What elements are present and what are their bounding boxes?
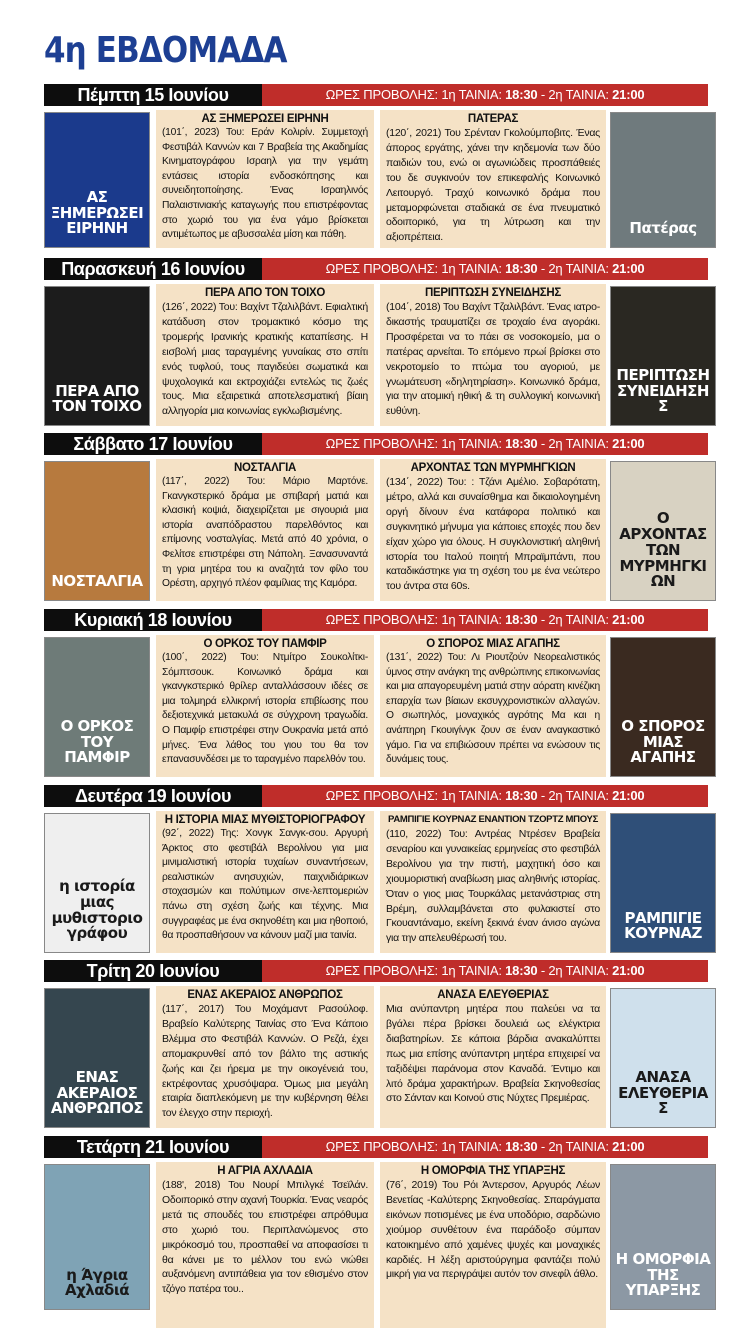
first-film-time: 18:30	[505, 87, 538, 102]
screening-times	[262, 258, 708, 280]
film-description: (120΄, 2021) Του Σρένταν Γκολούμποβιτς. Ένας άπορος εργάτης, χάνει την κηδεμονία των δύο παιδιών του, ενώ οι αγωνιώδεις προσπάθειές του δε συγκινούν τον επικεφαλής Κοινωνικό Λειτουργό. Τραχύ κοινωνικό δράμα που μεταμορφώνεται σταδιακά σε ένα πνευματικό οδοιπορικό, για τη λύτρωση και την αξιοπρέπεια.	[386, 127, 600, 244]
day-header	[44, 433, 708, 455]
poster-title: ΠΕΡΙΠΤΩΣΗ ΣΥΝΕΙΔΗΣΗΣ	[616, 365, 710, 416]
film-title: Ο ΣΠΟΡΟΣ ΜΙΑΣ ΑΓΑΠΗΣ	[426, 638, 560, 650]
day-name: Κυριακή 18 Ιουνίου	[44, 609, 262, 631]
day-name: Τρίτη 20 Ιουνίου	[44, 960, 262, 982]
film-poster	[610, 112, 716, 248]
times-middle: - 2η ΤΑΙΝΙΑ:	[537, 436, 613, 451]
film-poster	[44, 637, 150, 777]
day-name: Σάββατο 17 Ιουνίου	[44, 433, 262, 455]
film-poster	[44, 813, 150, 953]
film-poster	[44, 112, 150, 248]
times-prefix: ΩΡΕΣ ΠΡΟΒΟΛΗΣ: 1η ΤΑΙΝΙΑ:	[325, 261, 506, 276]
film-title: Ο ΟΡΚΟΣ ΤΟΥ ΠΑΜΦΙΡ	[203, 638, 327, 650]
times-middle: - 2η ΤΑΙΝΙΑ:	[537, 87, 613, 102]
times-middle: - 2η ΤΑΙΝΙΑ:	[537, 788, 613, 803]
first-film-time: 18:30	[505, 436, 538, 451]
film-description: (100΄, 2022) Του: Ντμίτρο Σουκολίτκι-Σόμπτσουκ. Κοινωνικό δράμα και γκανγκστερικό θρίλερ ανταλλάσσουν ιδέες σε μια τολμηρά ελλικρινή ιστορία επιβίωσης που δεξιοτεχνικά μετακυλά σε σύγχρονη τραγωδία. Ο Παμφίρ επιστρέφει στην Ουκρανία μετά από μήνες. Ένα λάθος του γιου του θα τον επανασυνδέσει με το ταραγμένο παρελθόν του.	[162, 652, 368, 766]
times-prefix: ΩΡΕΣ ΠΡΟΒΟΛΗΣ: 1η ΤΑΙΝΙΑ:	[325, 87, 506, 102]
film-description: (101΄, 2023) Του: Εράν Κολιρίν. Συμμετοχή Φεστιβάλ Καννών και 7 Βραβεία της Ακαδημίας Κινηματογράφου Ισραηλ για την γεμάτη εντάσεις ιστορία ενδοσκόπησης και συνειδητοποίησης. Ένας Ισραηλινός Παλαιστινιακής καταγωγής που επιστρέφοντας στο χωριό του για ένα γάμο βρίσκεται αντιμέτωπος με αβυσσαλέα μίση και πάθη.	[162, 127, 368, 241]
day-block	[44, 258, 710, 418]
film-title: Η ΑΓΡΙΑ ΑΧΛΑΔΙΑ	[217, 1165, 313, 1177]
day-block	[44, 1136, 711, 1300]
film-title: ΠΕΡΑ ΑΠΟ ΤΟΝ ΤΟΙΧΟ	[204, 287, 326, 299]
first-film-time: 18:30	[505, 261, 538, 276]
film-description: (76΄, 2019) Του Ρόι Άντερσον, Αργυρός Λέων Βενετίας -Καλύτερης Σκηνοθεσίας. Σπαράγματα εικόνων ποτισμένες με ένα υποδόριο, σαρδώνιο χιούμορ συνθέτουν ένα παράδοξο σύμπαν κατοικημένο από χαμένες ψυχές και μοναχικές καρδιές. Η λέξη αριστούργημα φαντάζει πολύ μικρή για να περιγράψει αυτόν τον σινεφίλ άθλο.	[386, 1179, 600, 1281]
day-block	[44, 433, 708, 593]
day-films	[44, 631, 708, 781]
film-title: ΠΕΡΙΠΤΩΣΗ ΣΥΝΕΙΔΗΣΗΣ	[424, 287, 561, 299]
day-header	[44, 785, 708, 807]
film-info	[380, 811, 606, 953]
film-info	[156, 635, 374, 777]
day-name: Παρασκευή 16 Ιουνίου	[44, 258, 262, 280]
film-poster	[610, 286, 716, 426]
day-header	[44, 960, 708, 982]
poster-title: Ο ΟΡΚΟΣ ΤΟΥ ΠΑΜΦΙΡ	[60, 716, 134, 767]
day-name: Πέμπτη 15 Ιουνίου	[44, 84, 262, 106]
poster-title: Η ΟΜΟΡΦΙΑ ΤΗΣ ΥΠΑΡΞΗΣ	[615, 1249, 711, 1300]
film-title: Η ΙΣΤΟΡΙΑ ΜΙΑΣ ΜΥΘΙΣΤΟΡΙΟΓΡΑΦΟΥ	[164, 814, 366, 826]
film-info	[156, 811, 374, 953]
poster-title: ΑΣ ΞΗΜΕΡΩΣΕΙ ΕΙΡΗΝΗ	[50, 187, 144, 238]
film-description: (117΄, 2017) Του Μοχάμαντ Ρασούλοφ. Βραβείο Καλύτερης Ταινίας στο Ένα Κάποιο Βλέμμα στο Φεστιβάλ Καννών. Ο Ρεζά, έχει απομακρυνθεί από τον βάλτο της αστικής ζωής και ζει ήρεμα με την οικογένειά του, εκτρέφοντας χρυσόψαρα. Όμως μια μεγάλη εταιρία διαπλεκόμενη με την κυβέρνηση θέλει τον έλεγχο στην περιοχή.	[162, 1003, 368, 1120]
day-block	[44, 785, 708, 945]
day-block	[44, 84, 708, 244]
poster-title: ΠΕΡΑ ΑΠΟ ΤΟΝ ΤΟΙΧΟ	[52, 381, 142, 416]
times-middle: - 2η ΤΑΙΝΙΑ:	[537, 963, 613, 978]
film-description: (131΄, 2022) Του: Λι Ριουτζούν Νεορεαλιστικός ύμνος στην ανάγκη της ανθρώπινης επικοινωνίας και μια απαγορευμένη ματιά στην αόρατη κινέζικη επαρχία των βίαιων εκσυγχρονιστικών αλλαγών. Ο σιωπηλός, μοναχικός αγρότης Μα και η ανάπηρη Γκουιγίνγκ ζουν σε έναν αναγκαστικό γάμο. Για να επιβιώσουν πρέπει να ενώσουν τις δυνάμεις τους.	[386, 652, 600, 766]
film-description: (126΄, 2022) Του: Βαχίντ Τζαλιλβάντ. Εφιαλτική κατάδυση στον τρομακτικό κόσμο της τρομερής Ιρανικής κρατικής καταπίεσης. Η εισβολή μιας ταραγμένης γυναίκας στο σπίτι ενός τυφλού, τους παγιδεύει σωματικά και ψυχολογικά και εκτροχιάζει εντελώς τις ζωές τους. Μια εξαιρετικά αποτελεσματική βίαιη αλληγορία μια κοινωνίας εγκλωβισμένης.	[162, 301, 368, 418]
day-films	[44, 1158, 711, 1332]
film-info	[380, 284, 606, 426]
film-description: (104΄, 2018) Του Βαχίντ Τζαλιλβάντ. Ένας ιατρο-δικαστής τραυματίζει σε τροχαίο ένα αγοράκι. Προσφέρεται να το πάει σε νοσοκομείο, μα ο πατέρας αρνείται. Το επόμενο πρωί βρίσκει στο νεκροτομείο το πτώμα του αγοριού, με γνωμάτευση «δηλητηρίαση». Κοινωνικό δράμα, για την ατομική ηθική & τη συλλογική κοινωνική ευθύνη.	[386, 301, 600, 418]
film-description: (134΄, 2022) Του: : Τζάνι Αμέλιο. Σοβαρότατη, μέτρο, αλλά και συναίσθημα και δικαιολογημένη οργή δίνουν ένα κατάφορα πολιτικό και συγκινητικό μήνυμα για κάποιες εποχές που δεν είχαν χώρο για όλους. Η συγκλονιστική αληθινή ιστορία του Ιταλού ποιητή Μπραϊμπάντι, που καταδικάστηκε για τη σχέση του με ένα νεώτερο του άντρα στα 60s.	[386, 476, 600, 593]
poster-title: ΡΑΜΠΙΓΙΕ ΚΟΥΡΝΑΖ	[624, 908, 702, 943]
film-info	[156, 459, 374, 601]
film-description: (110, 2022) Του: Αντρέας Ντρέσεν Βραβεία σεναρίου και γυναικείας ερμηνείας στο φεστιβάλ Βερολίνου για την πιστή, μαχητική όσο και χιουμοριστική αναβίωση μιας αληθινής ιστορίας. Όταν ο γιος μιας Τουρκάλας μετανάστριας στη Βρέμη, συλλαμβάνεται στο φυλακιστεί στο Γκουαντάναμο, εκείνη ξεκινά έναν άνισο αγώνα για την απελευθέρωσή του.	[386, 828, 600, 945]
film-info	[380, 459, 606, 601]
second-film-time: 21:00	[612, 1139, 645, 1154]
screening-times	[262, 84, 708, 106]
film-title: Η ΟΜΟΡΦΙΑ ΤΗΣ ΥΠΑΡΞΗΣ	[420, 1165, 566, 1177]
film-info	[156, 110, 374, 248]
screening-times	[262, 1136, 708, 1158]
film-title: ΝΟΣΤΑΛΓΙΑ	[233, 462, 296, 474]
film-info	[380, 1162, 606, 1328]
poster-title: Πατέρας	[629, 219, 697, 238]
film-info	[380, 635, 606, 777]
film-title: ΡΑΜΠΙΓΙΕ ΚΟΥΡΝΑΖ ΕΝΑΝΤΙΟΝ ΤΖΟΡΤΖ ΜΠΟΥΣ	[388, 814, 598, 825]
film-info	[380, 986, 606, 1128]
times-prefix: ΩΡΕΣ ΠΡΟΒΟΛΗΣ: 1η ΤΑΙΝΙΑ:	[325, 963, 506, 978]
film-poster	[44, 988, 150, 1128]
times-prefix: ΩΡΕΣ ΠΡΟΒΟΛΗΣ: 1η ΤΑΙΝΙΑ:	[325, 788, 506, 803]
screening-times	[262, 609, 708, 631]
film-title: ΕΝΑΣ ΑΚΕΡΑΙΟΣ ΑΝΘΡΩΠΟΣ	[187, 989, 343, 1001]
film-poster	[44, 286, 150, 426]
film-info	[156, 1162, 374, 1328]
screening-times	[262, 433, 708, 455]
film-poster	[610, 988, 716, 1128]
film-poster	[610, 1164, 716, 1310]
film-title: ΑΝΑΣΑ ΕΛΕΥΘΕΡΙΑΣ	[437, 989, 549, 1001]
film-poster	[610, 813, 716, 953]
film-description: Μια ανύπαντρη μητέρα που παλεύει να τα βγάλει πέρα βρίσκει δουλειά ως ελέγκτρια διαβατηρίων. Σε κάποια βάρδια ανακαλύπτει πως μια επίσης ανύπαντρη μητέρα επιχειρεί να ταξιδέψει παράνομα στον Καναδά. Έντιμο και λιτό δράμα χαρακτήρων. Βραβεία Σκηνοθεσίας στο Σάνταν και Κοινού στις Νύχτες Πρεμιέρας.	[386, 1003, 600, 1105]
film-description: (117΄, 2022) Του: Μάριο Μαρτόνε. Γκανγκστερικό δράμα με σπιβαρή ματιά και κλασική κοψιά, διαχειρίζεται με σιγουριά μια ιστορία αναπόδραστου παρελθόντος και επίμονης νοσταλγίας. Μετά από 40 χρόνια, ο Φελίτσε επιστρέφει στη Νάπολη. Ξανασυναντά τη γρια μητέρα του κι αναζητά τον φίλο του Ορέστη, αρχηγό πλέον φαμίλιας της Καμόρα.	[162, 476, 368, 590]
first-film-time: 18:30	[505, 963, 538, 978]
film-title: ΠΑΤΕΡΑΣ	[467, 113, 519, 125]
day-header	[44, 1136, 708, 1158]
day-header	[44, 84, 708, 106]
poster-title: Ο ΑΡΧΟΝΤΑΣ ΤΩΝ ΜΥΡΜΗΓΚΙΩΝ	[619, 509, 707, 591]
day-films	[44, 280, 708, 430]
film-poster	[44, 1164, 150, 1310]
day-name: Δευτέρα 19 Ιουνίου	[44, 785, 262, 807]
times-middle: - 2η ΤΑΙΝΙΑ:	[537, 1139, 613, 1154]
film-title: ΑΡΧΟΝΤΑΣ ΤΩΝ ΜΥΡΜΗΓΚΙΩΝ	[410, 462, 576, 474]
film-info	[156, 986, 374, 1128]
screening-times	[262, 960, 708, 982]
film-description: (188', 2018) Του Νουρί Μπιλγκέ Τσεϊλάν. Οδοιπορικό στην αχανή Τουρκία. Ένας νεαρός μετά τις σπουδές του επιστρέφει απρόθυμα στο χωριό του. Περιπλανώμενος στο μικρόκοσμό του, προσπαθεί να αποφασίσει τι θα κάνει με το μέλλον του ενώ νιώθει αυξανόμενη αντιπάθεια για τον εθισμένο στον τζόγο πατέρα του..	[162, 1179, 368, 1296]
day-films	[44, 807, 708, 957]
first-film-time: 18:30	[505, 612, 538, 627]
times-middle: - 2η ΤΑΙΝΙΑ:	[537, 612, 613, 627]
second-film-time: 21:00	[612, 612, 645, 627]
second-film-time: 21:00	[612, 87, 645, 102]
times-prefix: ΩΡΕΣ ΠΡΟΒΟΛΗΣ: 1η ΤΑΙΝΙΑ:	[325, 612, 506, 627]
film-poster	[610, 637, 716, 777]
second-film-time: 21:00	[612, 436, 645, 451]
times-prefix: ΩΡΕΣ ΠΡΟΒΟΛΗΣ: 1η ΤΑΙΝΙΑ:	[325, 436, 506, 451]
day-films	[44, 455, 708, 605]
first-film-time: 18:30	[505, 1139, 538, 1154]
day-films	[44, 106, 708, 252]
day-block	[44, 609, 708, 767]
poster-title: ΕΝΑΣ ΑΚΕΡΑΙΟΣ ΑΝΘΡΩΠΟΣ	[50, 1067, 144, 1118]
day-header	[44, 258, 708, 280]
times-prefix: ΩΡΕΣ ΠΡΟΒΟΛΗΣ: 1η ΤΑΙΝΙΑ:	[325, 1139, 506, 1154]
day-header	[44, 609, 708, 631]
screening-times	[262, 785, 708, 807]
first-film-time: 18:30	[505, 788, 538, 803]
poster-title: ΑΝΑΣΑ ΕΛΕΥΘΕΡΙΑΣ	[618, 1067, 708, 1118]
film-poster	[610, 461, 716, 601]
day-name: Τετάρτη 21 Ιουνίου	[44, 1136, 262, 1158]
poster-title: Ο ΣΠΟΡΟΣ ΜΙΑΣ ΑΓΑΠΗΣ	[621, 716, 705, 767]
film-poster	[44, 461, 150, 601]
day-block	[44, 960, 708, 1120]
film-title: ΑΣ ΞΗΜΕΡΩΣΕΙ ΕΙΡΗΝΗ	[201, 113, 329, 125]
poster-title: η ιστορία μιας μυθιστοριογράφου	[51, 877, 143, 943]
page-title: 4η ΕΒΔΟΜΑΔΑ	[44, 30, 287, 71]
second-film-time: 21:00	[612, 963, 645, 978]
second-film-time: 21:00	[612, 788, 645, 803]
film-info	[156, 284, 374, 426]
day-films	[44, 982, 708, 1132]
film-description: (92΄, 2022) Της: Χονγκ Σανγκ-σου. Αργυρή Άρκτος στο φεστιβάλ Βερολίνου για μια μινιμαλιστική ιστορία τυχαίων συναντήσεων, ρεαλιστικών ανησυχιών, παιχνιδιάρικων στοχασμών και πολύτιμων σινε-λεπτομεριών πάνω στη σχέση ζωής και τέχνης. Μια συγγραφέας με ένα σκηνοθέτη και μια ηθοποιό, θα προσπαθήσουν να κάνουν μαζί μια ταινία.	[162, 828, 368, 942]
second-film-time: 21:00	[612, 261, 645, 276]
poster-title: η Άγρια Αχλαδιά	[64, 1265, 130, 1300]
times-middle: - 2η ΤΑΙΝΙΑ:	[537, 261, 613, 276]
film-info	[380, 110, 606, 248]
poster-title: ΝΟΣΤΑΛΓΙΑ	[51, 572, 143, 591]
